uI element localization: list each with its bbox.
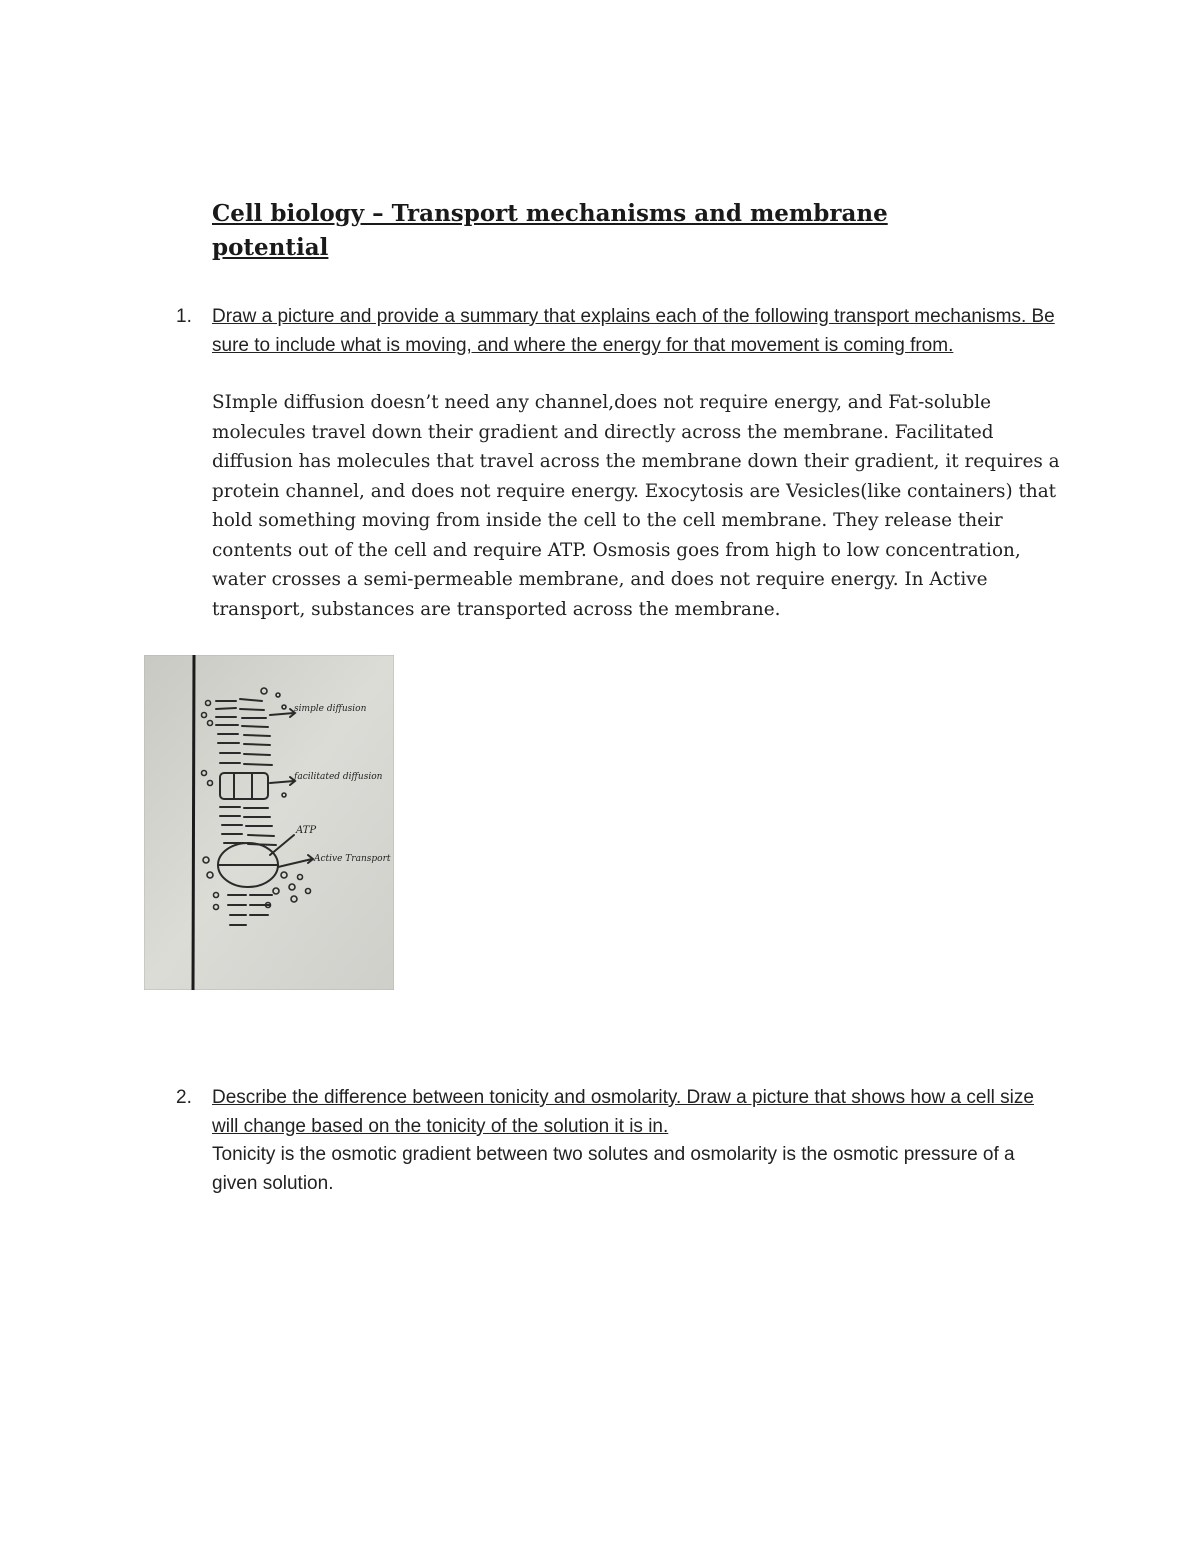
question-2-prompt: Describe the difference between tonicity and osmolarity. Draw a picture that shows how a cell size will change based on the tonicity of the solution it is in. [212,1087,1034,1137]
question-2-number: 2. [176,1087,192,1108]
photo-label-active-transport: Active Transport [314,854,391,864]
question-1-answer: SImple diffusion doesn’t need any channel,does not require energy, and Fat-soluble molecules travel down their gradient and directly across the membrane. Facilitated diffusion has molecules that travel across the membrane down their gradient, it requires a protein channel, and does not require energy. Exocytosis are Vesicles(like containers) that hold something moving from inside the cell to the cell membrane. They release their contents out of the cell and require ATP. Osmosis goes from high to low concentration, water crosses a semi-permeable membrane, and does not require energy. In Active transport, substances are transported across the membrane. [212,392,1060,620]
hand-drawn-membrane-diagram-photo [144,655,394,990]
question-2-answer: Tonicity is the osmotic gradient between two solutes and osmolarity is the osmotic pressure of a given solution. [212,1144,1015,1194]
document-title: Cell biology – Transport mechanisms and membrane potential [212,200,888,261]
photo-label-atp: ATP [296,825,317,836]
question-1-number: 1. [176,306,192,327]
photo-label-facilitated-diffusion: facilitated diffusion [294,772,383,782]
question-1-prompt: Draw a picture and provide a summary that explains each of the following transport mechanisms. Be sure to include what is moving, and where the energy for that movement is coming from. [212,306,1055,356]
photo-label-simple-diffusion: simple diffusion [294,704,367,714]
